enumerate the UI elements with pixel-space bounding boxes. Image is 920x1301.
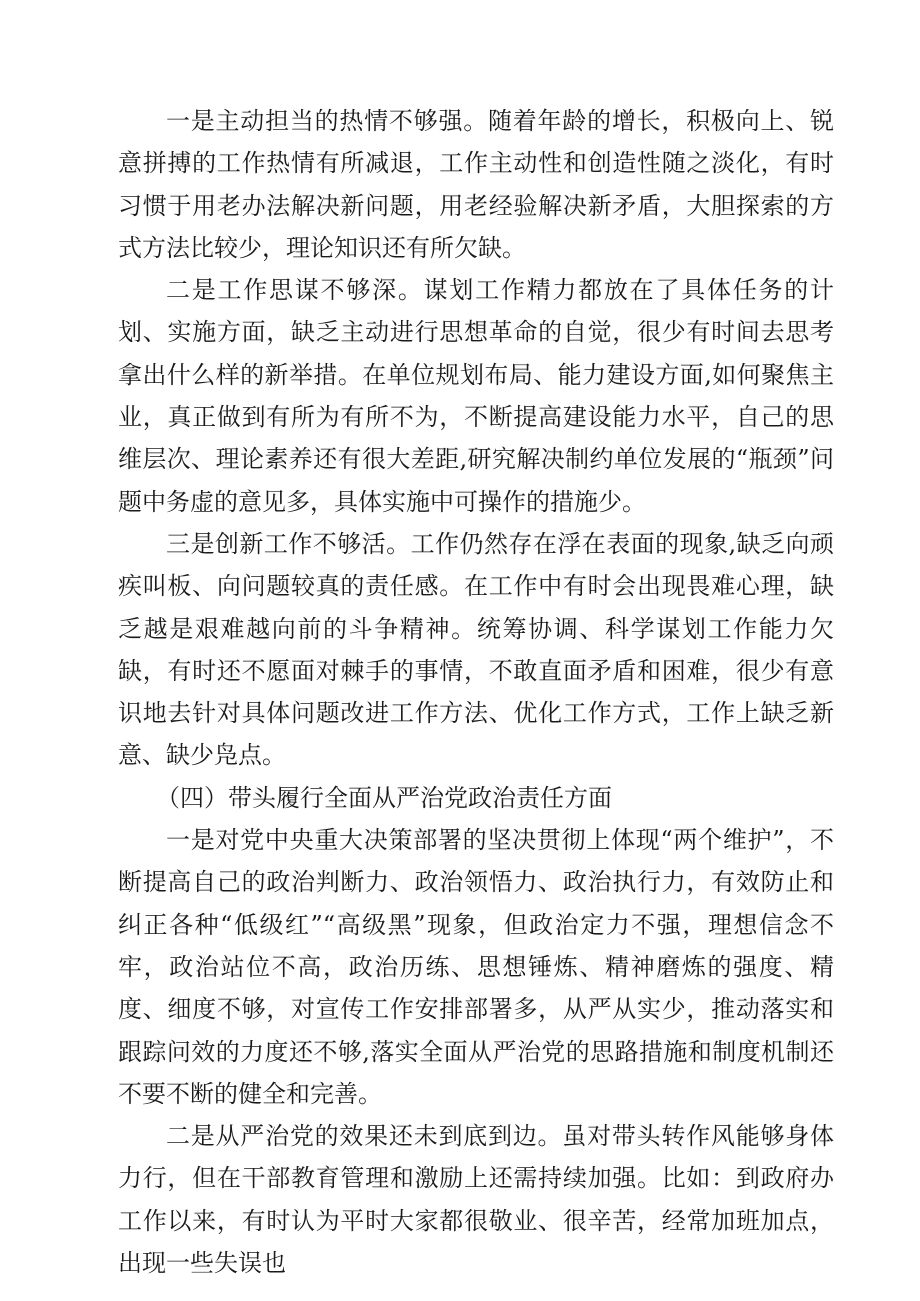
document-body — [118, 100, 834, 1284]
paragraph-decision-implementation: 一是对党中央重大决策部署的坚决贯彻上体现“两个维护”，不断提高自己的政治判断力、政治领悟力、政治执行力，有效防止和纠正各种“低级红”“高级黑”现象，但政治定力不强，理想信念不牢，政治站位不高，政治历练、思想锤炼、精神磨炼的强度、精度、细度不够，对宣传工作安排部署多，从严从实少，推动落实和跟踪问效的力度还不够,落实全面从严治党的思路措施和制度机制还不要不断的健全和完善。 — [118, 826, 834, 1108]
paragraph-party-governance: 二是从严治党的效果还未到底到边。虽对带头转作风能够身体力行，但在干部教育管理和激励上还需持续加强。比如：到政府办工作以来，有时认为平时大家都很敬业、很辛苦，经常加班加点，出现一些失误也 — [118, 1122, 834, 1278]
paragraph-initiative: 一是主动担当的热情不够强。随着年龄的增长，积极向上、锐意拼搏的工作热情有所减退，工作主动性和创造性随之淡化，有时习惯于用老办法解决新问题，用老经验解决新矛盾，大胆探索的方式方法比较少，理论知识还有所欠缺。 — [118, 107, 834, 262]
paragraph-planning: 二是工作思谋不够深。谋划工作精力都放在了具体任务的计划、实施方面，缺乏主动进行思想革命的自觉，很少有时间去思考拿出什么样的新举措。在单位规划布局、能力建设方面,如何聚焦主业，真正做到有所为有所不为，不断提高建设能力水平，自己的思维层次、理论素养还有很大差距,研究解决制约单位发展的“瓶颈”问题中务虚的意见多，具体实施中可操作的措施少。 — [118, 276, 834, 516]
section-heading: （四）带头履行全面从严治党政治责任方面 — [156, 783, 612, 812]
paragraph-innovation: 三是创新工作不够活。工作仍然存在浮在表面的现象,缺乏向顽疾叫板、向问题较真的责任感。在工作中有时会出现畏难心理，缺乏越是艰难越向前的斗争精神。统筹协调、科学谋划工作能力欠缺，有时还不愿面对棘手的事情，不敢直面矛盾和困难，很少有意识地去针对具体问题改进工作方法、优化工作方式，工作上缺乏新意、缺少凫点。 — [118, 529, 834, 770]
